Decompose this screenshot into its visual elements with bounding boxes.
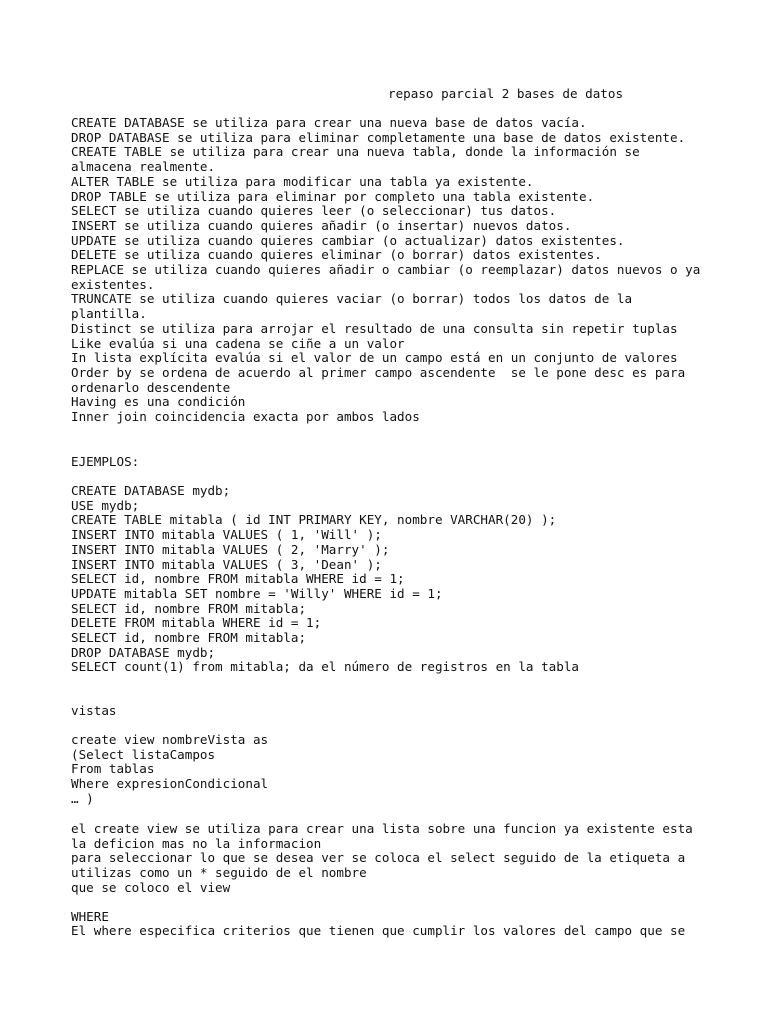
text-line: DROP DATABASE se utiliza para eliminar completamente una base de datos existente. [71, 129, 686, 145]
text-line: plantilla. [71, 306, 147, 322]
text-line: From tablas [71, 761, 155, 777]
text-line: CREATE DATABASE mydb; [71, 483, 231, 498]
definitions-block [71, 116, 761, 425]
text-line: INSERT INTO mitabla VALUES ( 2, 'Marry' ); [71, 541, 390, 557]
text-line: el create view se utiliza para crear una lista sobre una funcion ya existente esta [71, 821, 693, 836]
text-line: CREATE TABLE se utiliza para crear una nueva tabla, donde la información se [71, 144, 640, 160]
text-line: DELETE FROM mitabla WHERE id = 1; [71, 615, 322, 631]
text-line: utilizas como un * seguido de el nombre [71, 865, 367, 881]
text-line: INSERT INTO mitabla VALUES ( 3, 'Dean' ); [71, 556, 382, 572]
text-line: Having es una condición [71, 394, 246, 410]
text-line: DROP TABLE se utiliza para eliminar por completo una tabla existente. [71, 188, 595, 204]
text-line: In lista explícita evalúa si el valor de un campo está en un conjunto de valores [71, 350, 678, 366]
document-title: repaso parcial 2 bases de datos [388, 86, 624, 101]
text-line: existentes. [71, 276, 155, 292]
text-line: para seleccionar lo que se desea ver se coloca el select seguido de la etiqueta a [71, 850, 686, 866]
text-line: SELECT id, nombre FROM mitabla; [71, 600, 307, 616]
text-line: SELECT id, nombre FROM mitabla WHERE id = 1; [71, 571, 405, 587]
text-line: Like evalúa si una cadena se ciñe a un valor [71, 335, 405, 351]
text-line: CREATE DATABASE se utiliza para crear una nueva base de datos vacía. [71, 115, 587, 130]
text-line: El where especifica criterios que tienen que cumplir los valores del campo que se [71, 923, 686, 938]
text-line: USE mydb; [71, 497, 140, 513]
text-line: (Select listaCampos [71, 746, 216, 762]
examples-heading: EJEMPLOS: [71, 454, 140, 469]
text-line: CREATE TABLE mitabla ( id INT PRIMARY KEY, nombre VARCHAR(20) ); [71, 512, 557, 528]
view-syntax-block [71, 733, 761, 807]
where-text-block [71, 924, 761, 939]
text-line: INSERT INTO mitabla VALUES ( 1, 'Will' ); [71, 527, 382, 543]
where-heading: WHERE [71, 909, 109, 924]
text-line: … ) [71, 790, 94, 806]
text-line: TRUNCATE se utiliza cuando quieres vaciar (o borrar) todos los datos de la [71, 291, 633, 307]
text-line: ALTER TABLE se utiliza para modificar una tabla ya existente. [71, 173, 534, 189]
text-line: la deficion mas no la informacion [71, 835, 322, 851]
text-line: SELECT count(1) from mitabla; da el número de registros en la tabla [71, 659, 579, 675]
examples-block [71, 484, 761, 675]
text-line: REPLACE se utiliza cuando quieres añadir o cambiar (o reemplazar) datos nuevos o ya [71, 262, 701, 278]
views-heading: vistas [71, 703, 117, 718]
text-line: almacena realmente. [71, 159, 216, 175]
text-line: create view nombreVista as [71, 732, 269, 747]
text-line: DROP DATABASE mydb; [71, 644, 216, 660]
text-line: SELECT id, nombre FROM mitabla; [71, 630, 307, 646]
text-line: Where expresionCondicional [71, 776, 269, 792]
text-line: ordenarlo descendente [71, 379, 231, 395]
text-line: que se coloco el view [71, 879, 231, 895]
text-line: Order by se ordena de acuerdo al primer campo ascendente se le pone desc es para [71, 364, 686, 380]
text-line: DELETE se utiliza cuando quieres eliminar (o borrar) datos existentes. [71, 247, 602, 263]
text-line: Distinct se utiliza para arrojar el resultado de una consulta sin repetir tuplas [71, 320, 678, 336]
text-line: UPDATE se utiliza cuando quieres cambiar (o actualizar) datos existentes. [71, 232, 625, 248]
text-line: Inner join coincidencia exacta por ambos lados [71, 409, 420, 425]
text-line: SELECT se utiliza cuando quieres leer (o seleccionar) tus datos. [71, 203, 557, 219]
view-explanation-block [71, 822, 761, 896]
text-line: INSERT se utiliza cuando quieres añadir (o insertar) nuevos datos. [71, 217, 572, 233]
text-line: UPDATE mitabla SET nombre = 'Willy' WHERE id = 1; [71, 585, 443, 601]
